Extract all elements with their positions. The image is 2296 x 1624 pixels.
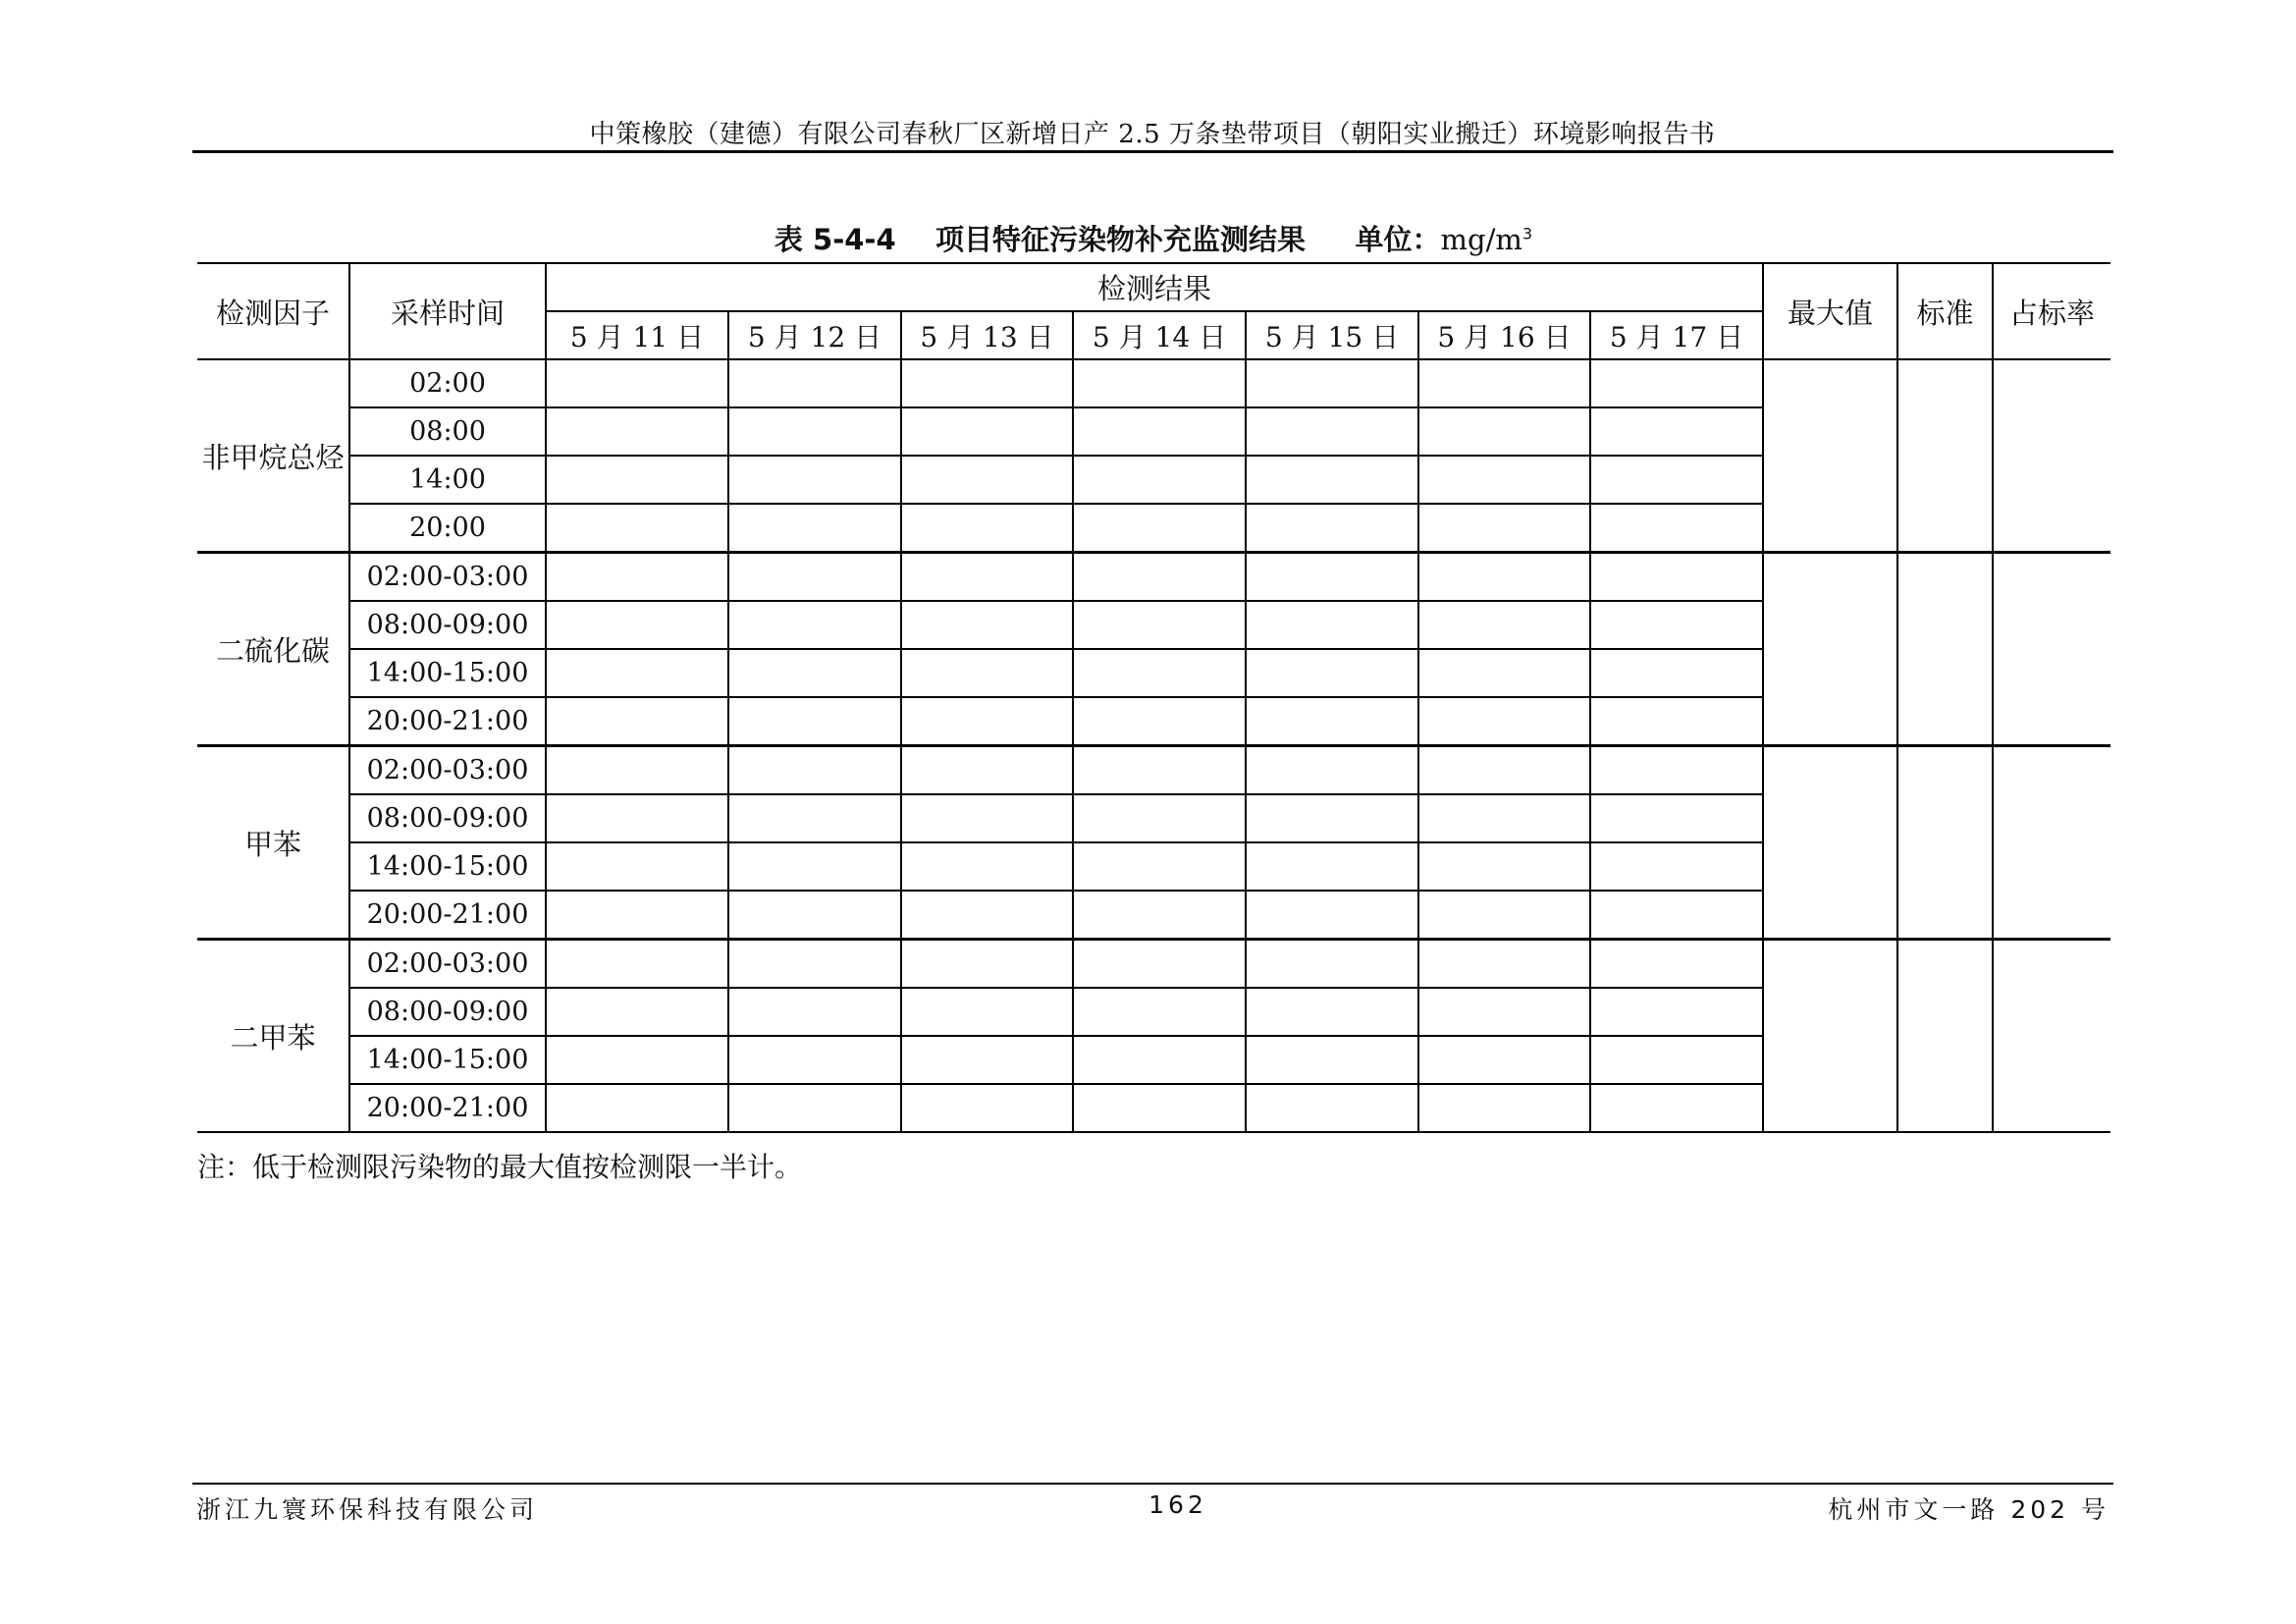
result-cell [546,601,728,649]
result-cell [1246,407,1418,456]
result-cell [728,456,901,504]
result-cell [1246,988,1418,1036]
result-cell [546,940,728,989]
result-cell [1073,1036,1246,1084]
result-cell [1418,988,1590,1036]
result-cell [728,359,901,407]
header-results: 检测结果 [546,263,1763,311]
result-cell [1590,1036,1763,1084]
result-cell [1590,1084,1763,1132]
result-cell [1418,842,1590,891]
result-cell [1418,407,1590,456]
result-cell [1246,891,1418,940]
result-cell [1246,649,1418,697]
result-cell [1073,1084,1246,1132]
sampling-time-cell: 02:00-03:00 [349,940,546,989]
result-cell [1073,504,1246,553]
result-cell [901,746,1073,795]
result-cell [901,1084,1073,1132]
table-body [197,359,2110,1132]
result-cell [1246,842,1418,891]
result-cell [1418,601,1590,649]
sampling-time-cell: 20:00-21:00 [349,697,546,746]
result-cell [546,891,728,940]
result-cell [1418,1036,1590,1084]
result-cell [728,1084,901,1132]
table-row [197,359,2110,407]
factor-cell: 非甲烷总烃 [197,359,349,553]
result-cell [1246,1084,1418,1132]
result-cell [1246,940,1418,989]
footer-company: 浙江九寰环保科技有限公司 [196,1495,539,1524]
max-cell [1763,746,1897,940]
result-cell [546,1084,728,1132]
result-cell [1073,407,1246,456]
result-cell [1073,601,1246,649]
result-cell [1073,988,1246,1036]
header-date: 5 月 16 日 [1418,311,1590,359]
result-cell [1590,988,1763,1036]
result-cell [546,988,728,1036]
header-date: 5 月 15 日 [1246,311,1418,359]
result-cell [1073,456,1246,504]
table-row [197,553,2110,602]
result-cell [1590,456,1763,504]
table-caption-unit-sup: 3 [1522,224,1533,244]
header-standard: 标准 [1897,263,1993,359]
header-max: 最大值 [1763,263,1897,359]
result-cell [1246,359,1418,407]
result-cell [1418,553,1590,602]
result-cell [1073,891,1246,940]
result-cell [546,553,728,602]
max-cell [1763,553,1897,746]
sampling-time-cell: 14:00 [349,456,546,504]
sampling-time-cell: 20:00-21:00 [349,891,546,940]
ratio-cell [1993,553,2110,746]
table-caption-title: 项目特征污染物补充监测结果 [935,223,1307,256]
result-cell [546,1036,728,1084]
result-cell [901,891,1073,940]
sampling-time-cell: 08:00 [349,407,546,456]
sampling-time-cell: 02:00-03:00 [349,746,546,795]
result-cell [1418,504,1590,553]
result-cell [1246,746,1418,795]
result-cell [1246,1036,1418,1084]
result-cell [1073,794,1246,842]
result-cell [1073,359,1246,407]
result-cell [728,407,901,456]
standard-cell [1897,746,1993,940]
result-cell [1418,794,1590,842]
result-cell [901,842,1073,891]
result-cell [1590,407,1763,456]
result-cell [901,601,1073,649]
sampling-time-cell: 14:00-15:00 [349,842,546,891]
result-cell [1590,359,1763,407]
result-cell [1246,553,1418,602]
result-cell [1418,456,1590,504]
ratio-cell [1993,940,2110,1133]
header-date: 5 月 12 日 [728,311,901,359]
result-cell [1073,842,1246,891]
result-cell [1073,940,1246,989]
header-date: 5 月 17 日 [1590,311,1763,359]
footer-rule [192,1483,2113,1485]
result-cell [1590,746,1763,795]
result-cell [1073,553,1246,602]
result-cell [901,456,1073,504]
result-cell [1418,649,1590,697]
result-cell [1246,504,1418,553]
result-cell [1590,504,1763,553]
factor-cell: 二硫化碳 [197,553,349,746]
result-cell [546,697,728,746]
result-cell [1246,794,1418,842]
result-cell [1073,697,1246,746]
result-cell [546,842,728,891]
sampling-time-cell: 20:00 [349,504,546,553]
sampling-time-cell: 20:00-21:00 [349,1084,546,1132]
result-cell [1590,794,1763,842]
result-cell [546,746,728,795]
result-cell [728,794,901,842]
table-caption-unit-label: 单位： [1355,223,1441,256]
result-cell [901,407,1073,456]
header-date: 5 月 13 日 [901,311,1073,359]
result-cell [901,553,1073,602]
result-cell [901,649,1073,697]
result-cell [1590,940,1763,989]
result-cell [901,697,1073,746]
result-cell [1590,553,1763,602]
footer-address: 杭州市文一路 202 号 [1828,1495,2109,1524]
result-cell [728,1036,901,1084]
monitoring-results-table [197,262,2110,1133]
result-cell [901,1036,1073,1084]
max-cell [1763,940,1897,1133]
result-cell [728,891,901,940]
result-cell [728,649,901,697]
table-note: 注：低于检测限污染物的最大值按检测限一半计。 [197,1151,803,1183]
result-cell [1590,842,1763,891]
result-cell [728,553,901,602]
factor-cell: 二甲苯 [197,940,349,1133]
sampling-time-cell: 02:00-03:00 [349,553,546,602]
result-cell [546,359,728,407]
result-cell [728,504,901,553]
result-cell [1418,1084,1590,1132]
header-sampling-time: 采样时间 [349,263,546,359]
result-cell [1418,697,1590,746]
result-cell [546,456,728,504]
result-cell [728,842,901,891]
header-date: 5 月 11 日 [546,311,728,359]
result-cell [901,988,1073,1036]
factor-cell: 甲苯 [197,746,349,940]
result-cell [1418,746,1590,795]
result-cell [546,649,728,697]
result-cell [1073,746,1246,795]
sampling-time-cell: 08:00-09:00 [349,988,546,1036]
document-header-title: 中策橡胶（建德）有限公司春秋厂区新增日产 2.5 万条垫带项目（朝阳实业搬迁）环境影响报告书 [589,120,1716,149]
result-cell [546,794,728,842]
sampling-time-cell: 02:00 [349,359,546,407]
sampling-time-cell: 08:00-09:00 [349,601,546,649]
table-row [197,746,2110,795]
result-cell [1590,891,1763,940]
header-date: 5 月 14 日 [1073,311,1246,359]
result-cell [1590,697,1763,746]
table-caption-label: 表 5-4-4 [774,223,896,256]
result-cell [1246,456,1418,504]
sampling-time-cell: 08:00-09:00 [349,794,546,842]
result-cell [901,359,1073,407]
result-cell [546,504,728,553]
table-caption-unit-value: mg/m [1440,223,1522,256]
result-cell [901,940,1073,989]
ratio-cell [1993,359,2110,553]
header-factor: 检测因子 [197,263,349,359]
standard-cell [1897,359,1993,553]
result-cell [728,697,901,746]
sampling-time-cell: 14:00-15:00 [349,1036,546,1084]
result-cell [728,601,901,649]
standard-cell [1897,553,1993,746]
standard-cell [1897,940,1993,1133]
header-ratio: 占标率 [1993,263,2110,359]
table-caption [196,218,2110,258]
result-cell [1246,697,1418,746]
sampling-time-cell: 14:00-15:00 [349,649,546,697]
result-cell [901,504,1073,553]
result-cell [1418,940,1590,989]
result-cell [1418,891,1590,940]
ratio-cell [1993,746,2110,940]
result-cell [1590,649,1763,697]
result-cell [728,940,901,989]
result-cell [1418,359,1590,407]
table-row [197,940,2110,989]
result-cell [1073,649,1246,697]
result-cell [728,746,901,795]
result-cell [546,407,728,456]
result-cell [1590,601,1763,649]
max-cell [1763,359,1897,553]
result-cell [901,794,1073,842]
result-cell [1246,601,1418,649]
page-number: 162 [1148,1490,1207,1519]
header-rule [192,150,2113,153]
result-cell [728,988,901,1036]
